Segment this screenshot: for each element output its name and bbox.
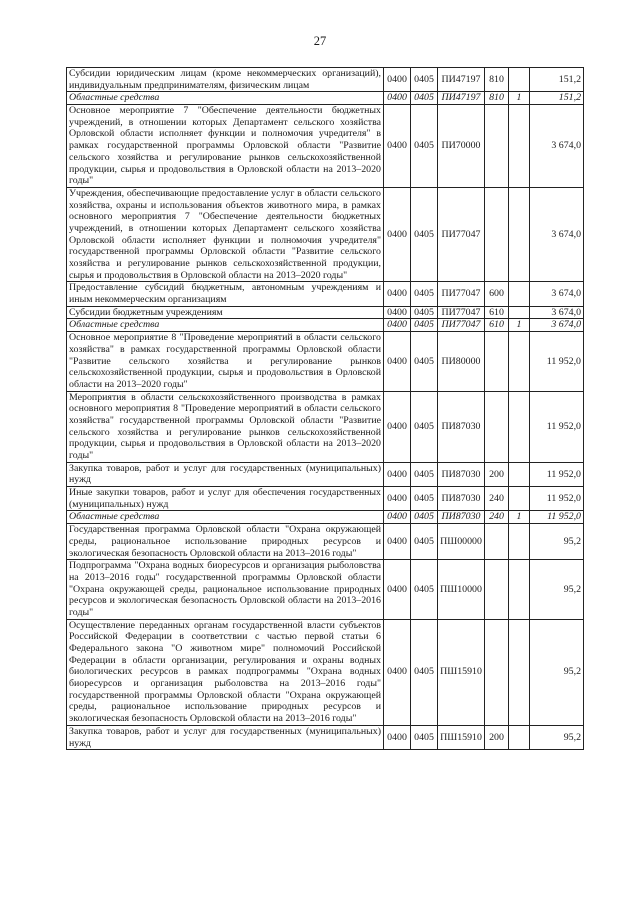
amount-cell: 11 952,0	[530, 332, 584, 391]
table-row	[67, 619, 584, 725]
expense-name-cell: Государственная программа Орловской области "Охрана окружающей среды, рациональное использование природных ресурсов и экологическая безопасность Орловской области на 2013–2016 годы"	[67, 524, 384, 560]
expense-name-cell: Областные средства	[67, 92, 384, 105]
expense-type-cell	[485, 187, 509, 282]
amount-cell: 151,2	[530, 92, 584, 105]
funding-source-cell: 1	[509, 92, 530, 105]
expense-type-cell	[485, 524, 509, 560]
target-article-cell: ПШ15910	[438, 619, 485, 725]
expense-type-cell	[485, 332, 509, 391]
section-code-cell: 0400	[384, 68, 411, 92]
subsection-code-cell: 0405	[411, 105, 438, 188]
target-article-cell: ПШ10000	[438, 560, 485, 619]
expense-name-cell: Иные закупки товаров, работ и услуг для обеспечения государственных (муниципальных) нужд	[67, 487, 384, 511]
target-article-cell: ПИ87030	[438, 487, 485, 511]
subsection-code-cell: 0405	[411, 332, 438, 391]
expense-name-cell: Областные средства	[67, 511, 384, 524]
expense-type-cell	[485, 619, 509, 725]
subsection-code-cell: 0405	[411, 306, 438, 319]
subsection-code-cell: 0405	[411, 511, 438, 524]
funding-source-cell: 1	[509, 319, 530, 332]
expense-type-cell: 810	[485, 68, 509, 92]
table-row	[67, 187, 584, 282]
subsection-code-cell: 0405	[411, 462, 438, 486]
funding-source-cell	[509, 619, 530, 725]
page-number: 27	[313, 34, 327, 48]
target-article-cell: ПИ80000	[438, 332, 485, 391]
subsection-code-cell: 0405	[411, 560, 438, 619]
expense-name-cell: Подпрограмма "Охрана водных биоресурсов и организация рыболовства на 2013–2016 годы" государственной программы Орловской области "Охрана окружающей среды, рациональное использование природных ресурсов и экологическая безопасность Орловской области на 2013–2016 годы"	[67, 560, 384, 619]
funding-source-cell	[509, 725, 530, 749]
target-article-cell: ПИ87030	[438, 462, 485, 486]
subsection-code-cell: 0405	[411, 487, 438, 511]
funding-source-cell	[509, 306, 530, 319]
section-code-cell: 0400	[384, 619, 411, 725]
amount-cell: 95,2	[530, 524, 584, 560]
table-row	[67, 282, 584, 306]
subsection-code-cell: 0405	[411, 391, 438, 462]
expense-type-cell	[485, 391, 509, 462]
expense-type-cell: 240	[485, 511, 509, 524]
amount-cell: 95,2	[530, 560, 584, 619]
expense-type-cell	[485, 105, 509, 188]
funding-source-cell	[509, 105, 530, 188]
section-code-cell: 0400	[384, 462, 411, 486]
expense-name-cell: Закупка товаров, работ и услуг для государственных (муниципальных) нужд	[67, 462, 384, 486]
target-article-cell: ПИ87030	[438, 511, 485, 524]
target-article-cell: ПИ87030	[438, 391, 485, 462]
funding-source-cell	[509, 282, 530, 306]
table-row	[67, 68, 584, 92]
table-row	[67, 332, 584, 391]
amount-cell: 95,2	[530, 619, 584, 725]
section-code-cell: 0400	[384, 524, 411, 560]
target-article-cell: ПИ77047	[438, 319, 485, 332]
amount-cell: 3 674,0	[530, 282, 584, 306]
section-code-cell: 0400	[384, 282, 411, 306]
table-row	[67, 306, 584, 319]
table-row	[67, 725, 584, 749]
section-code-cell: 0400	[384, 332, 411, 391]
subsection-code-cell: 0405	[411, 725, 438, 749]
expense-type-cell: 610	[485, 319, 509, 332]
expense-type-cell: 240	[485, 487, 509, 511]
target-article-cell: ПИ70000	[438, 105, 485, 188]
expense-type-cell	[485, 560, 509, 619]
budget-table	[66, 67, 584, 750]
table-row-funding-source	[67, 319, 584, 332]
amount-cell: 3 674,0	[530, 306, 584, 319]
section-code-cell: 0400	[384, 487, 411, 511]
table-row	[67, 105, 584, 188]
section-code-cell: 0400	[384, 391, 411, 462]
expense-name-cell: Субсидии бюджетным учреждениям	[67, 306, 384, 319]
funding-source-cell	[509, 332, 530, 391]
subsection-code-cell: 0405	[411, 92, 438, 105]
section-code-cell: 0400	[384, 105, 411, 188]
funding-source-cell	[509, 560, 530, 619]
table-row	[67, 391, 584, 462]
funding-source-cell	[509, 524, 530, 560]
funding-source-cell	[509, 187, 530, 282]
amount-cell: 3 674,0	[530, 105, 584, 188]
expense-type-cell: 200	[485, 725, 509, 749]
section-code-cell: 0400	[384, 92, 411, 105]
target-article-cell: ПШ15910	[438, 725, 485, 749]
expense-name-cell: Основное мероприятие 8 "Проведение мероприятий в области сельского хозяйства" в рамках государственной программы Орловской области "Развитие сельского хозяйства и регулирование рынков сельскохозяйственной продукции, сырья и продовольствия в Орловской области на 2013–2020 годы"	[67, 332, 384, 391]
table-row	[67, 560, 584, 619]
amount-cell: 95,2	[530, 725, 584, 749]
expense-name-cell: Мероприятия в области сельскохозяйственного производства в рамках основного мероприятия 8 "Проведение мероприятий в области сельского хозяйства" государственной программы Орловской области "Развитие сельского хозяйства и регулирование рынков сельскохозяйственной продукции, сырья и продовольствия в Орловской области на 2013–2020 годы"	[67, 391, 384, 462]
funding-source-cell	[509, 68, 530, 92]
subsection-code-cell: 0405	[411, 68, 438, 92]
budget-table-body	[67, 68, 584, 750]
expense-type-cell: 200	[485, 462, 509, 486]
amount-cell: 11 952,0	[530, 511, 584, 524]
table-row	[67, 462, 584, 486]
amount-cell: 11 952,0	[530, 462, 584, 486]
amount-cell: 11 952,0	[530, 391, 584, 462]
funding-source-cell	[509, 462, 530, 486]
section-code-cell: 0400	[384, 560, 411, 619]
funding-source-cell: 1	[509, 511, 530, 524]
table-row-funding-source	[67, 511, 584, 524]
target-article-cell: ПИ77047	[438, 187, 485, 282]
amount-cell: 151,2	[530, 68, 584, 92]
section-code-cell: 0400	[384, 319, 411, 332]
expense-name-cell: Субсидии юридическим лицам (кроме некоммерческих организаций), индивидуальным предпринимателям, физическим лицам	[67, 68, 384, 92]
subsection-code-cell: 0405	[411, 319, 438, 332]
section-code-cell: 0400	[384, 187, 411, 282]
expense-name-cell: Основное мероприятие 7 "Обеспечение деятельности бюджетных учреждений, в отношении которых Департамент сельского хозяйства Орловской области исполняет функции и полномочия учредителя" в рамках государственной программы Орловской области "Развитие сельского хозяйства и регулирование рынков сельскохозяйственной продукции, сырья и продовольствия в Орловской области на 2013–2020 годы"	[67, 105, 384, 188]
amount-cell: 3 674,0	[530, 319, 584, 332]
expense-name-cell: Осуществление переданных органам государственной власти субъектов Российской Федерации в соответствии с частью первой статьи 6 Федерального закона "О животном мире" полномочий Российской Федерации в области организации, регулирования и охраны водных биологических ресурсов в рамках подпрограммы "Охрана водных биоресурсов и организация рыболовства на 2013–2016 годы" государственной программы Орловской области "Охрана окружающей среды, рациональное использование природных ресурсов и экологическая безопасность Орловской области на 2013–2016 годы"	[67, 619, 384, 725]
section-code-cell: 0400	[384, 511, 411, 524]
subsection-code-cell: 0405	[411, 282, 438, 306]
amount-cell: 11 952,0	[530, 487, 584, 511]
expense-name-cell: Закупка товаров, работ и услуг для государственных (муниципальных) нужд	[67, 725, 384, 749]
target-article-cell: ПШ00000	[438, 524, 485, 560]
subsection-code-cell: 0405	[411, 187, 438, 282]
expense-name-cell: Учреждения, обеспечивающие предоставление услуг в области сельского хозяйства, охраны и использования объектов животного мира, в рамках основного мероприятия 7 "Обеспечение деятельности бюджетных учреждений, в отношении которых Департамент сельского хозяйства Орловской области исполняет функции и полномочия учредителя" государственной программы Орловской области "Развитие сельского хозяйства и регулирование рынков сельскохозяйственной продукции, сырья и продовольствия в Орловской области на 2013–2020 годы"	[67, 187, 384, 282]
table-row	[67, 524, 584, 560]
table-row-funding-source	[67, 92, 584, 105]
funding-source-cell	[509, 391, 530, 462]
expense-name-cell: Областные средства	[67, 319, 384, 332]
section-code-cell: 0400	[384, 725, 411, 749]
expense-type-cell: 610	[485, 306, 509, 319]
expense-name-cell: Предоставление субсидий бюджетным, автономным учреждениям и иным некоммерческим организациям	[67, 282, 384, 306]
table-row	[67, 487, 584, 511]
subsection-code-cell: 0405	[411, 524, 438, 560]
target-article-cell: ПИ77047	[438, 306, 485, 319]
target-article-cell: ПИ47197	[438, 92, 485, 105]
target-article-cell: ПИ47197	[438, 68, 485, 92]
expense-type-cell: 600	[485, 282, 509, 306]
subsection-code-cell: 0405	[411, 619, 438, 725]
amount-cell: 3 674,0	[530, 187, 584, 282]
expense-type-cell: 810	[485, 92, 509, 105]
section-code-cell: 0400	[384, 306, 411, 319]
funding-source-cell	[509, 487, 530, 511]
target-article-cell: ПИ77047	[438, 282, 485, 306]
